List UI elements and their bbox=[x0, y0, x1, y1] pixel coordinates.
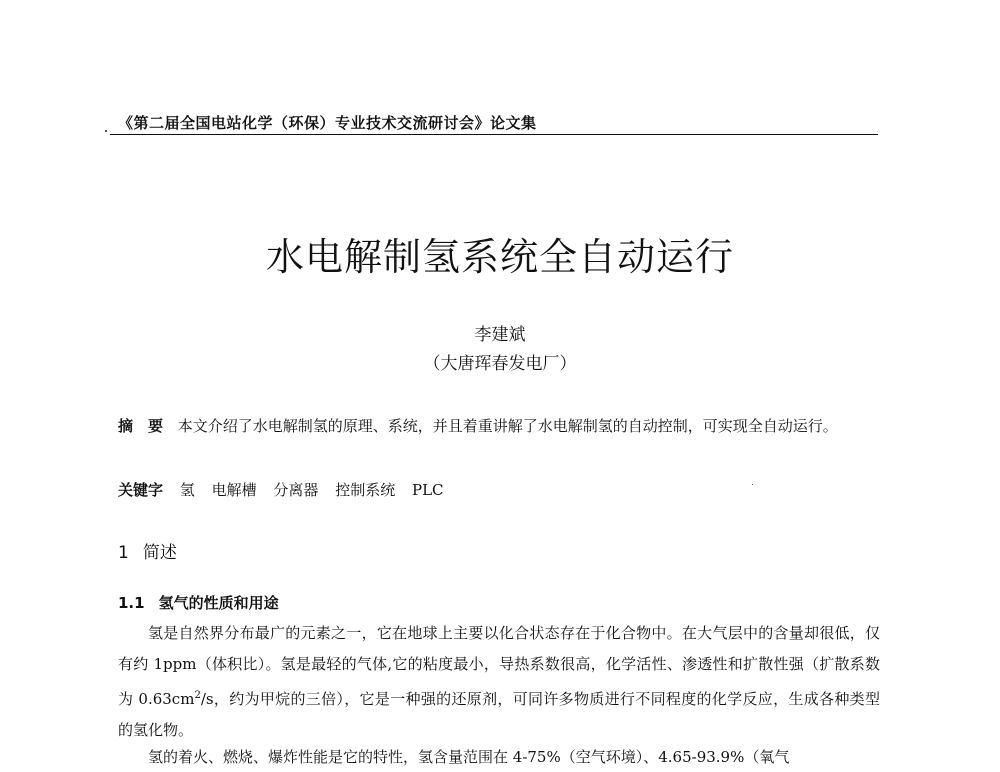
keywords bbox=[118, 476, 880, 504]
scan-speck bbox=[105, 130, 107, 132]
paragraph-text-part1: 氢是自然界分布最广的元素之一，它在地球上主要以化合状态存在于化合物中。在大气层中的含量却很低，仅有约 1ppm（体积比）。氢是最轻的气体,它的粘度最小，导热系数很高，化学活性、渗透性和扩散性强（扩散系数为 0.63cm bbox=[118, 624, 880, 708]
running-header: 《第二届全国电站化学（环保）专业技术交流研讨会》论文集 bbox=[118, 114, 537, 132]
subsection-heading-1-1 bbox=[118, 592, 279, 613]
subsection-title: 氢气的性质和用途 bbox=[158, 594, 279, 612]
keyword: PLC bbox=[411, 481, 444, 499]
abstract bbox=[118, 410, 880, 442]
subsection-number: 1.1 bbox=[118, 594, 145, 612]
header-rule bbox=[110, 134, 878, 135]
paragraph-text-part2: /s，约为甲烷的三倍），它是一种强的还原剂，可同许多物质进行不同程度的化学反应，生成各种类型的氢化物。 bbox=[118, 690, 880, 739]
keyword: 控制系统 bbox=[335, 481, 396, 499]
section-title: 简述 bbox=[142, 543, 177, 563]
keyword: 电解槽 bbox=[211, 481, 257, 499]
author-name: 李建斌 bbox=[474, 325, 526, 345]
section-heading-1 bbox=[118, 538, 177, 563]
paper-title: 水电解制氢系统全自动运行 bbox=[265, 235, 734, 279]
body-paragraph-cut: 氢的着火、燃烧、爆炸性能是它的特性，氢含量范围在 4-75%（空气环境）、4.65-93.9%（氧气 bbox=[148, 748, 790, 766]
section-number: 1 bbox=[118, 543, 129, 563]
abstract-text: 本文介绍了水电解制氢的原理、系统，并且着重讲解了水电解制氢的自动控制，可实现全自动运行。 bbox=[177, 417, 838, 435]
superscript-exponent: 2 bbox=[194, 690, 201, 701]
keyword: 分离器 bbox=[273, 481, 319, 499]
abstract-label: 摘 要 bbox=[118, 417, 164, 435]
keyword: 氢 bbox=[179, 481, 195, 499]
scan-speck bbox=[752, 484, 753, 485]
author-affiliation: （大唐珲春发电厂） bbox=[423, 354, 577, 374]
keywords-label: 关键字 bbox=[118, 481, 164, 499]
body-paragraph bbox=[118, 618, 880, 746]
